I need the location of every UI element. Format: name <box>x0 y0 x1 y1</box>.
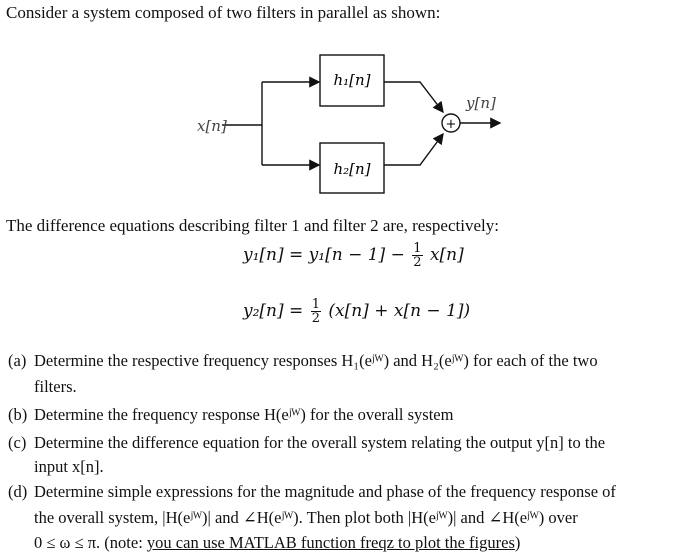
part-d-line3-post: ) <box>514 533 521 552</box>
part-d-line3-pre: 0 ≤ ω ≤ π. (note: <box>34 533 147 552</box>
part-d-line3 <box>34 533 520 553</box>
eq2-rhs: (x[n] + x[n − 1]) <box>328 301 471 321</box>
eq1-fraction <box>412 242 422 269</box>
input-label: x[n] <box>197 117 227 135</box>
part-d-line1: Determine simple expressions for the magnitude and phase of the frequency response of <box>34 482 616 501</box>
block-diagram <box>0 0 699 210</box>
equations-intro: The difference equations describing filter 1 and filter 2 are, respectively: <box>6 216 499 235</box>
eq2-den: 2 <box>311 311 320 326</box>
part-d-label: (d) <box>8 482 28 501</box>
eq2-num: 1 <box>311 297 320 312</box>
part-a-line2: filters. <box>34 377 77 396</box>
part-c-line1: Determine the difference equation for the overall system relating the output y[n] to the <box>34 433 606 452</box>
adder-plus: + <box>445 117 457 132</box>
part-d-line2: the overall system, |H(eʲᵂ)| and ∠H(eʲᵂ). Then plot both |H(eʲᵂ)| and ∠H(eʲᵂ) over <box>34 508 578 527</box>
intro-text: Consider a system composed of two filters in parallel as shown: <box>6 3 441 22</box>
equation-1 <box>243 242 464 269</box>
eq2-fraction <box>311 298 321 325</box>
filter1-label: h₁[n] <box>333 71 371 89</box>
part-c-label: (c) <box>8 433 27 452</box>
filter2-label: h₂[n] <box>333 160 371 178</box>
eq1-num: 1 <box>413 241 422 256</box>
part-a-line1: Determine the respective frequency responses H₁(eʲᵂ) and H₂(eʲᵂ) for each of the two <box>34 351 598 370</box>
part-a-label: (a) <box>8 351 27 370</box>
equation-2 <box>243 298 470 325</box>
eq2-lhs: y₂[n] = <box>243 301 304 321</box>
part-b-line1: Determine the frequency response H(eʲᵂ) for the overall system <box>34 405 454 424</box>
eq1-lhs: y₁[n] = y₁[n − 1] − <box>243 245 405 265</box>
part-b-label: (b) <box>8 405 28 424</box>
part-c-line2: input x[n]. <box>34 457 104 476</box>
eq1-rhs: x[n] <box>429 245 464 265</box>
eq1-den: 2 <box>413 255 422 270</box>
part-d-line3-note: you can use MATLAB function freqz to plot the figures <box>146 533 515 552</box>
arrow-filter2-to-adder <box>384 134 443 165</box>
arrow-filter1-to-adder <box>384 82 443 112</box>
output-label: y[n] <box>466 94 496 112</box>
